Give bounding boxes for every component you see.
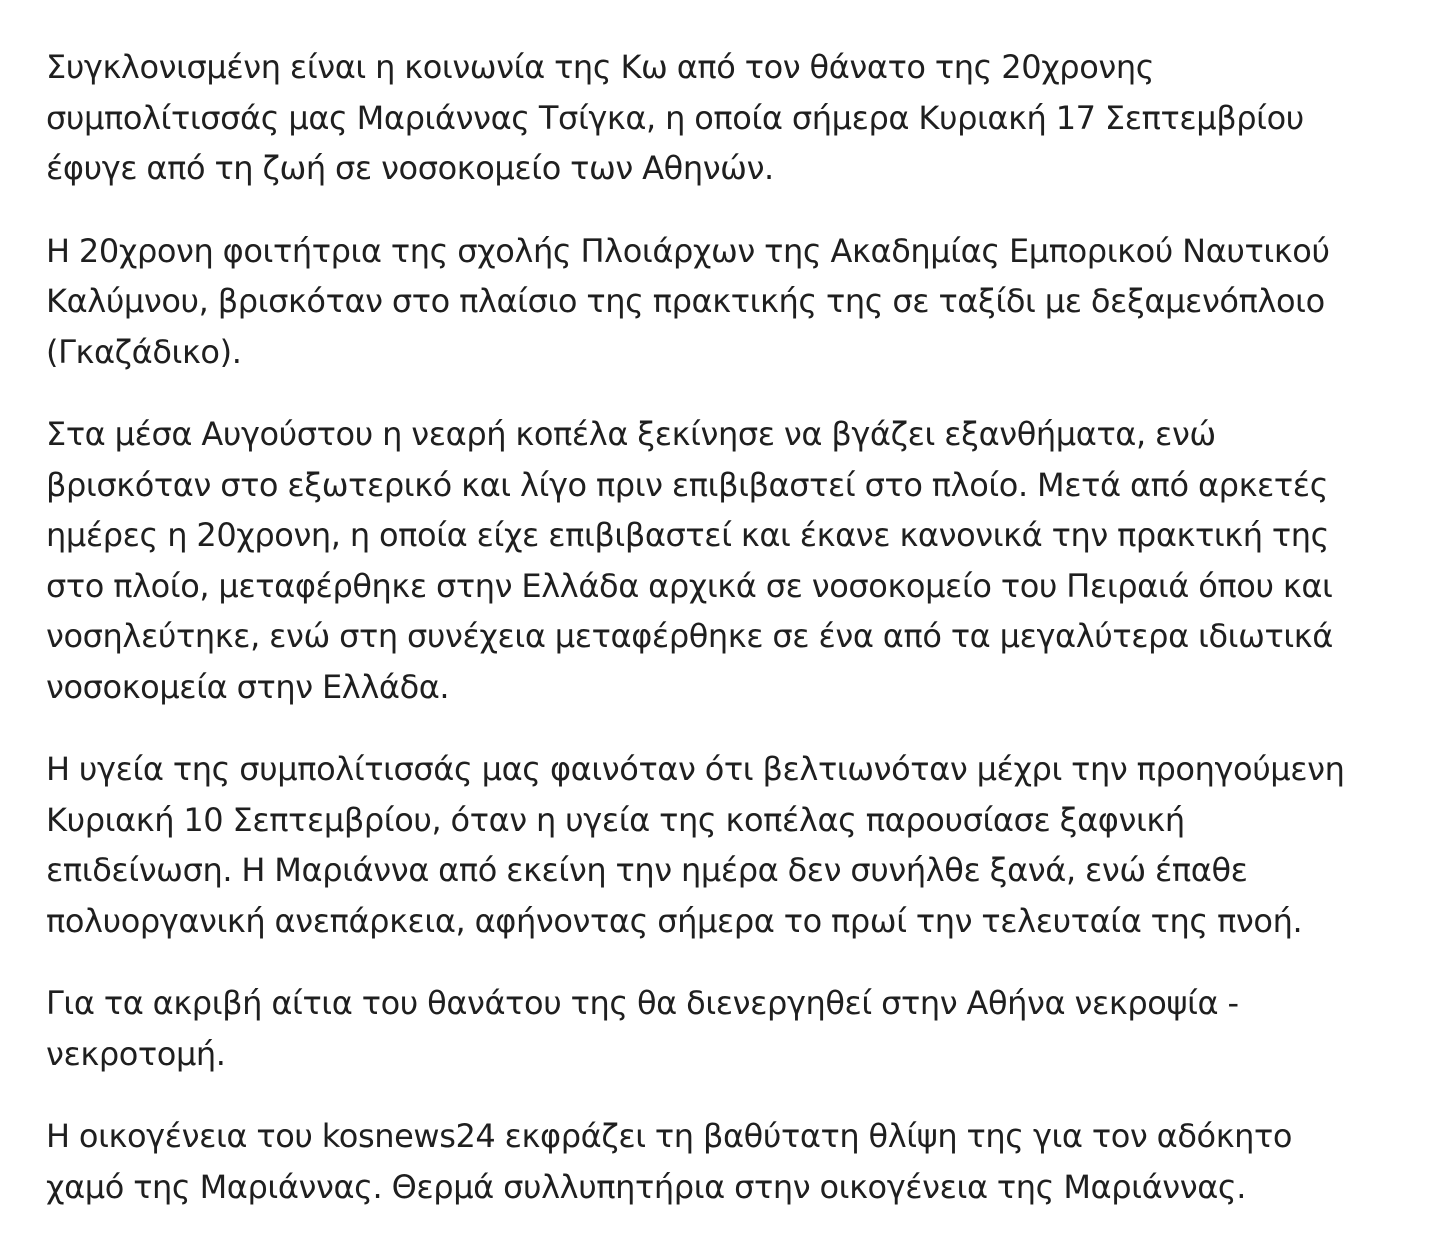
article-body — [46, 42, 1416, 1244]
paragraph-6: Η οικογένεια του kosnews24 εκφράζει τη βαθύτατη θλίψη της για τον αδόκητο χαμό της Μαριάννας. Θερμά συλλυπητήρια στην οικογένεια της Μαριάννας. — [46, 1117, 1293, 1206]
paragraph-2: Η 20χρονη φοιτήτρια της σχολής Πλοιάρχων της Ακαδημίας Εμπορικού Ναυτικού Καλύμνου, βρισκόταν στο πλαίσιο της πρακτικής της σε ταξίδι με δεξαμενόπλοιο (Γκαζάδικο). — [46, 231, 1330, 371]
paragraph-5: Για τα ακριβή αίτια του θανάτου της θα διενεργηθεί στην Αθήνα νεκροψία - νεκροτομή. — [46, 984, 1239, 1073]
paragraph-4: Η υγεία της συμπολίτισσάς μας φαινόταν ότι βελτιωνόταν μέχρι την προηγούμενη Κυριακή 10 Σεπτεμβρίου, όταν η υγεία της κοπέλας παρουσίασε ξαφνική επιδείνωση. Η Μαριάννα από εκείνη την ημέρα δεν συνήλθε ξανά, ενώ έπαθε πολυοργανική ανεπάρκεια, αφήνοντας σήμερα το πρωί την τελευταία της πνοή. — [46, 750, 1345, 940]
paragraph-1: Συγκλονισμένη είναι η κοινωνία της Κω από τον θάνατο της 20χρονης συμπολίτισσάς μας Μαριάννας Τσίγκα, η οποία σήμερα Κυριακή 17 Σεπτεμβρίου έφυγε από τη ζωή σε νοσοκομείο των Αθηνών. — [46, 48, 1304, 187]
paragraph-3: Στα μέσα Αυγούστου η νεαρή κοπέλα ξεκίνησε να βγάζει εξανθήματα, ενώ βρισκόταν στο εξωτερικό και λίγο πριν επιβιβαστεί στο πλοίο. Μετά από αρκετές ημέρες η 20χρονη, η οποία είχε επιβιβαστεί και έκανε κανονικά την πρακτική της στο πλοίο, μεταφέρθηκε στην Ελλάδα αρχικά σε νοσοκομείο του Πειραιά όπου και νοσηλεύτηκε, ενώ στη συνέχεια μεταφέρθηκε σε ένα από τα μεγαλύτερα ιδιωτικά νοσοκομεία στην Ελλάδα. — [46, 415, 1333, 706]
